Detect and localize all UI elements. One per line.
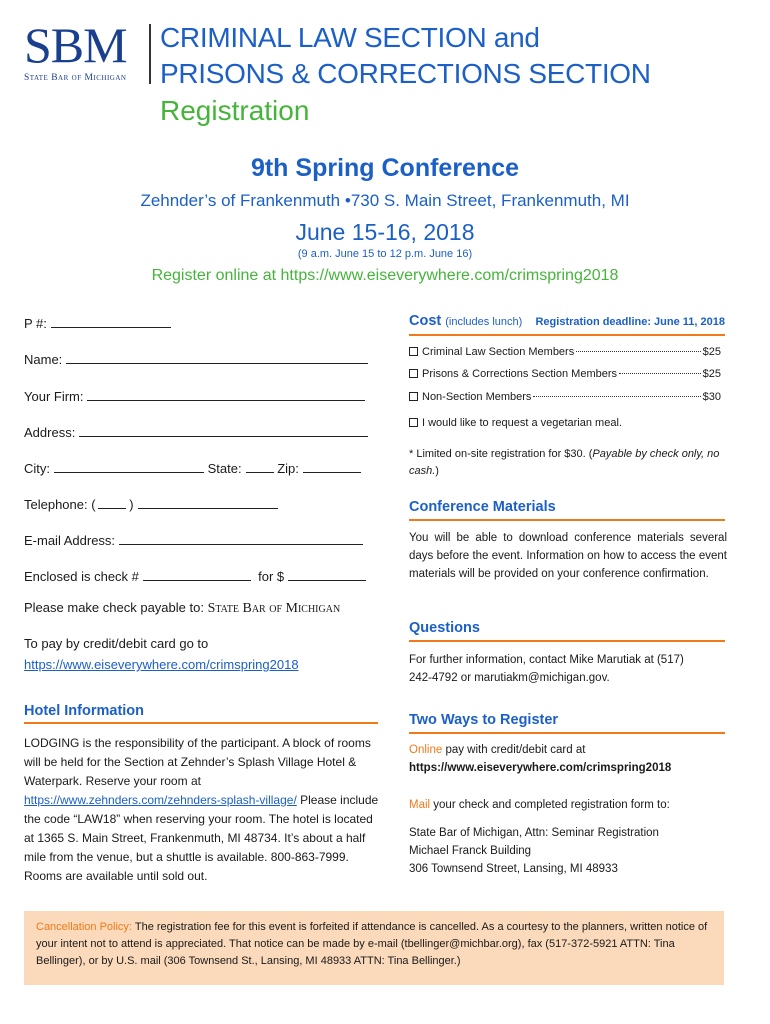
cost-item-price: $25 xyxy=(702,346,721,358)
address-label: Address: xyxy=(24,425,76,440)
address-blank[interactable] xyxy=(79,424,368,437)
cost-item-label: Prisons & Corrections Section Members xyxy=(422,368,618,380)
amount-blank[interactable] xyxy=(288,568,366,581)
state-blank[interactable] xyxy=(246,460,274,473)
cost-item-price: $25 xyxy=(702,368,721,380)
leader-dots xyxy=(619,373,701,374)
header-divider xyxy=(149,24,151,84)
vegetarian-label: I would like to request a vegetarian meal. xyxy=(422,417,622,429)
payable-to: State Bar of Michigan xyxy=(207,601,341,616)
card-payment-note xyxy=(24,633,299,675)
page-title xyxy=(160,20,651,92)
hotel-rule xyxy=(24,722,378,724)
hotel-link[interactable]: https://www.zehnders.com/zehnders-splash-village/ xyxy=(24,793,297,807)
address-line-2: Michael Franck Building xyxy=(409,845,532,857)
city-state-zip-field[interactable] xyxy=(24,460,361,476)
page-subtitle: Registration xyxy=(160,95,310,126)
address-line-3: 306 Townsend Street, Lansing, MI 48933 xyxy=(409,863,618,875)
hotel-text-a: LODGING is the responsibility of the participant. A block of rooms will be held for the Section at Zehnder’s Splash Village Hotel & Waterpark. Reserve your room at xyxy=(24,736,371,788)
register-rule xyxy=(409,732,725,734)
checkbox-icon[interactable] xyxy=(409,369,418,378)
sbm-logo xyxy=(24,17,136,83)
materials-heading: Conference Materials xyxy=(409,499,556,515)
card-payment-link[interactable]: https://www.eiseverywhere.com/crimspring2018 xyxy=(24,657,299,672)
email-field[interactable] xyxy=(24,532,363,548)
materials-text: You will be able to download conference materials several days before the event. Information on how to access the event materials will be provided on your conference confirmation. xyxy=(409,532,727,580)
register-heading: Two Ways to Register xyxy=(409,712,559,728)
checkbox-icon[interactable] xyxy=(409,392,418,401)
telephone-label: Telephone: ( xyxy=(24,497,96,512)
mail-text: your check and completed registration form to: xyxy=(430,799,670,811)
mailing-address xyxy=(409,824,727,878)
cancellation-policy xyxy=(24,911,724,985)
area-code-blank[interactable] xyxy=(98,496,126,509)
online-url[interactable]: https://www.eiseverywhere.com/crimspring2018 xyxy=(409,762,672,774)
title-line-1: CRIMINAL LAW SECTION and xyxy=(160,22,540,53)
register-mail xyxy=(409,796,727,814)
mail-label: Mail xyxy=(409,799,431,811)
cost-rule xyxy=(409,334,725,336)
questions-text: For further information, contact Mike Marutiak at (517) 242-4792 or marutiakm@michigan.gov. xyxy=(409,654,684,684)
cost-item-label: Non-Section Members xyxy=(422,391,532,403)
cancellation-text: The registration fee for this event is forfeited if attendance is cancelled. As a courtesy to the planners, written notice of your intent not to attend is appreciated. That notice can be made by e-mail (tbellinger@michbar.org), fax (517-372-5921 ATTN: Tina Bellinger), or by U.S. mail (306 Townsend St., Lansing, MI 48933 ATTN: Tina Bellinger.) xyxy=(36,921,708,967)
check-label: Enclosed is check # xyxy=(24,569,139,584)
limited-end: ) xyxy=(435,465,439,477)
cost-note: (includes lunch) xyxy=(445,316,523,328)
logo-mark: SBM xyxy=(24,17,127,73)
questions-heading: Questions xyxy=(409,620,480,636)
telephone-field[interactable] xyxy=(24,496,278,512)
check-number-blank[interactable] xyxy=(143,568,251,581)
materials-rule xyxy=(409,519,725,521)
hotel-text-b: Please include the code “LAW18” when reserving your room. The hotel is located at 1365 S. Main Street, Frankenmuth, MI 48734. It’s about a half mile from the venue, but a shuttle is available. 800-863-7999. Rooms are available until sold out. xyxy=(24,793,379,883)
cancellation-label: Cancellation Policy: xyxy=(36,921,132,933)
cost-item-price: $30 xyxy=(702,391,721,403)
title-line-2: PRISONS & CORRECTIONS SECTION xyxy=(160,58,651,89)
email-label: E-mail Address: xyxy=(24,533,116,548)
amount-label: for $ xyxy=(258,569,285,584)
name-field[interactable] xyxy=(24,351,368,367)
limited-italic: Payable by check only, no cash. xyxy=(409,448,720,477)
limited-onsite-note xyxy=(409,446,727,480)
payable-text: Please make check payable to: xyxy=(24,600,204,615)
zip-label: Zip: xyxy=(277,461,299,476)
register-online xyxy=(409,741,727,777)
vegetarian-option[interactable] xyxy=(409,417,622,429)
name-label: Name: xyxy=(24,352,63,367)
zip-blank[interactable] xyxy=(303,460,361,473)
name-blank[interactable] xyxy=(66,351,368,364)
hotel-text xyxy=(24,734,380,886)
state-label: State: xyxy=(207,461,242,476)
cost-item-criminal-law[interactable] xyxy=(409,346,721,358)
cost-item-non-section[interactable] xyxy=(409,391,721,403)
registration-deadline: Registration deadline: June 11, 2018 xyxy=(535,316,725,328)
leader-dots xyxy=(576,351,700,352)
email-blank[interactable] xyxy=(119,532,363,545)
checkbox-icon[interactable] xyxy=(409,347,418,356)
telephone-blank[interactable] xyxy=(138,496,278,509)
hotel-heading: Hotel Information xyxy=(24,703,145,719)
checkbox-icon[interactable] xyxy=(409,418,418,427)
telephone-paren: ) xyxy=(129,497,134,512)
p-number-blank[interactable] xyxy=(51,315,171,328)
cost-item-prisons[interactable] xyxy=(409,368,721,380)
conference-venue: Zehnder’s of Frankenmuth •730 S. Main Street, Frankenmuth, MI xyxy=(140,191,630,210)
city-blank[interactable] xyxy=(54,460,204,473)
firm-label: Your Firm: xyxy=(24,389,84,404)
logo-subtitle: State Bar of Michigan xyxy=(24,73,127,83)
address-line-1: State Bar of Michigan, Attn: Seminar Registration xyxy=(409,827,659,839)
limited-text: * Limited on-site registration for $30. ( xyxy=(409,448,593,460)
address-field[interactable] xyxy=(24,424,368,440)
conference-title: 9th Spring Conference xyxy=(250,154,520,182)
city-label: City: xyxy=(24,461,50,476)
firm-field[interactable] xyxy=(24,388,365,404)
cost-item-label: Criminal Law Section Members xyxy=(422,346,575,358)
online-text: pay with credit/debit card at xyxy=(442,744,586,756)
check-field[interactable] xyxy=(24,568,366,584)
online-label: Online xyxy=(409,744,443,756)
conference-times: (9 a.m. June 15 to 12 p.m. June 16) xyxy=(297,248,473,260)
conference-dates: June 15-16, 2018 xyxy=(295,219,475,245)
cost-title: Cost xyxy=(409,313,442,329)
register-online-note: Register online at https://www.eiseverywhere.com/crimspring2018 xyxy=(151,267,619,284)
payable-note xyxy=(24,600,340,617)
firm-blank[interactable] xyxy=(87,388,365,401)
card-text: To pay by credit/debit card go to xyxy=(24,636,209,651)
leader-dots xyxy=(533,396,700,397)
p-number-field[interactable] xyxy=(24,315,171,331)
p-number-label: P #: xyxy=(24,316,47,331)
questions-rule xyxy=(409,640,725,642)
cost-heading xyxy=(409,313,725,329)
